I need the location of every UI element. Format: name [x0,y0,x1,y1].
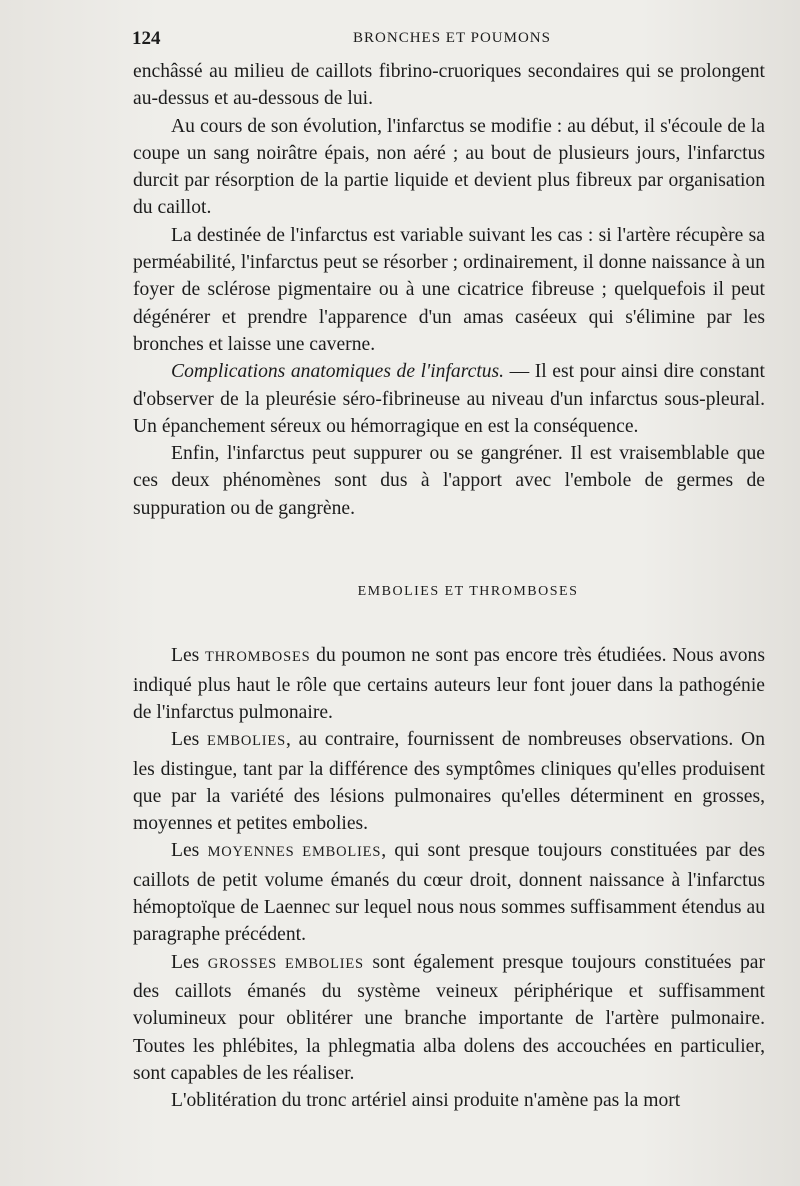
paragraph-evolution: Au cours de son évolution, l'infarctus se modifie : au début, il s'écoule de la coupe un sang noirâtre épais, non aéré ; au bout de plusieurs jours, l'infarctus durcit par résorption de la partie liquide et devient plus fibreux par organisation du caillot. [133,115,765,219]
page-header [132,28,772,54]
paragraph-suppuration: Enfin, l'infarctus peut suppurer ou se gangréner. Il est vraisemblable que ces deux phénomènes sont dus à l'apport avec l'embole de germes de suppuration ou de gangrène. [133,443,765,519]
paragraph-text: , au contraire, fournissent de nombreuses observations. On les distingue, tant par la différence des symptômes cliniques qu'elles produisent que par la variété des lésions pulmonaires qu'elles déterminent en grosses, moyennes et petites embolies. [133,729,765,835]
paragraph-destinee: La destinée de l'infarctus est variable suivant les cas : si l'artère récupère sa perméabilité, l'infarctus peut se résorber ; ordinairement, il donne naissance à un foyer de sclérose pigmentaire ou à une cicatrice fibreuse ; quelquefois il peut dégénérer et prendre l'apparence d'un amas caséeux qui s'élimine par les bronches et laisse une caverne. [133,224,765,355]
term-moyennes-embolies: MOYENNES EMBOLIES [207,844,382,861]
term-embolies: EMBOLIES [207,733,286,750]
paragraph-text: sont également presque toujours constituées par des caillots émanés du système veineux périphérique et suffisamment volumineux pour oblitérer une branche importante de l'artère pulmonaire. Toutes les phlébites, la phlegmatia alba dolens des accouchées en particulier, sont capables de les réaliser. [133,951,765,1084]
lead-text: Les [171,645,205,667]
paragraph-moyennes-embolies [133,837,765,948]
lead-text: Les [171,729,208,751]
term-thromboses: THROMBOSES [204,649,311,666]
paragraph-text: du poumon ne sont pas encore très étudiées. Nous avons indiqué plus haut le rôle que certains auteurs leur font jouer dans la pathogénie de l'infarctus pulmonaire. [133,645,765,723]
body-text [133,58,765,1114]
paragraph-continuation: enchâssé au milieu de caillots fibrino-cruoriques secondaires qui se prolongent au-dessus et au-dessous de lui. [133,61,765,110]
paragraph-thromboses [133,642,765,726]
paragraph-grosses-embolies [133,949,765,1087]
paragraph-embolies [133,726,765,837]
section-title: EMBOLIES ET THROMBOSES [357,584,579,600]
page-number: 124 [132,28,161,49]
paragraph-complications [133,358,765,440]
running-title: BRONCHES ET POUMONS [353,30,551,46]
lead-text: Les [171,951,208,973]
complications-text: — Il est pour ainsi dire constant d'observer de la pleurésie séro-fibrineuse au niveau d'un infarctus sous-pleural. Un épanchement séreux ou hémorragique en est la conséquence. [133,361,765,437]
complications-heading: Complications anatomiques de l'infarctus. [171,361,505,383]
term-grosses-embolies: GROSSES EMBOLIES [207,955,364,972]
paragraph-text: , qui sont presque toujours constituées par des caillots de petit volume émanés du cœur droit, donnent naissance à l'infarctus hémoptoïque de Laennec sur lequel nous nous sommes suffisamment étendus au paragraphe précédent. [133,840,765,946]
paragraph-obliteration: L'oblitération du tronc artériel ainsi produite n'amène pas la mort [171,1090,681,1112]
lead-text: Les [171,840,208,862]
